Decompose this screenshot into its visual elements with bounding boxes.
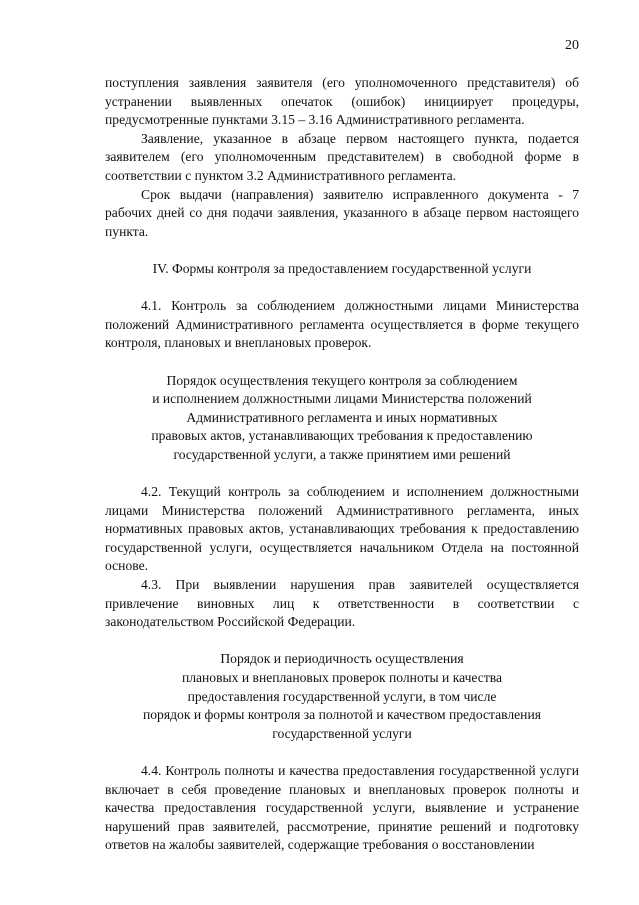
heading-line: государственной услуги [272, 725, 412, 741]
paragraph: 4.4. Контроль полноты и качества предоставления государственной услуги включает в себя проведение плановых и внеплановых проверок полноты и качества предоставления государственной услуги, выявление и устранение нарушений прав заявителей, рассмотрение, принятие решений и подготовку ответов на жалобы заявителей, содержащие требования о восстановлении [105, 762, 579, 853]
section-heading [105, 260, 579, 279]
paragraph: Заявление, указанное в абзаце первом настоящего пункта, подается заявителем (его уполномоченным представителем) в свободной форме в соответствии с пунктом 3.2 Административного регламента. [105, 130, 579, 183]
heading-line: Порядок и периодичность осуществления [220, 651, 464, 667]
heading-line: Административного регламента и иных нормативных [186, 409, 498, 425]
heading-line: плановых и внеплановых проверок полноты и качества [181, 670, 503, 685]
heading-line: предоставления государственной услуги, в том числе [187, 688, 497, 704]
blank-line [105, 279, 579, 298]
page-number: 20 [565, 38, 579, 53]
blank-line [105, 353, 579, 372]
document-body [105, 74, 579, 855]
heading-line: правовых актов, устанавливающих требования к предоставлению [151, 428, 533, 444]
blank-line [105, 632, 579, 651]
heading-line: и исполнением должностными лицами Министерства положений [152, 391, 532, 407]
section-heading [105, 372, 579, 465]
heading-line: Порядок осуществления текущего контроля за соблюдением [166, 372, 518, 388]
blank-line [105, 241, 579, 260]
heading-line: государственной услуги, а также принятием ими решений [173, 446, 511, 462]
paragraph: Срок выдачи (направления) заявителю исправленного документа - 7 рабочих дней со дня подачи заявления, указанного в абзаце первом настоящего пункта. [105, 186, 579, 239]
paragraph: поступления заявления заявителя (его уполномоченного представителя) об устранении выявленных опечаток (ошибок) инициирует процедуры, предусмотренные пунктами 3.15 – 3.16 Административного регламента. [105, 75, 579, 128]
blank-line [105, 464, 579, 483]
blank-line [105, 743, 579, 762]
paragraph: 4.3. При выявлении нарушения прав заявителей осуществляется привлечение виновных лиц к ответственности в соответствии с законодательством Российской Федерации. [105, 577, 579, 630]
paragraph: 4.2. Текущий контроль за соблюдением и исполнением должностными лицами Министерства положений Административного регламента, иных нормативных правовых актов, устанавливающих требования к предоставлению государственной услуги, осуществляется начальником Отдела на постоянной основе. [105, 484, 579, 574]
section-heading [105, 650, 579, 743]
heading-line: IV. Формы контроля за предоставлением государственной услуги [152, 260, 532, 276]
heading-line: порядок и формы контроля за полнотой и качеством предоставления [142, 707, 541, 723]
paragraph: 4.1. Контроль за соблюдением должностными лицами Министерства положений Административного регламента осуществляется в форме текущего контроля, плановых и внеплановых проверок. [105, 298, 579, 351]
